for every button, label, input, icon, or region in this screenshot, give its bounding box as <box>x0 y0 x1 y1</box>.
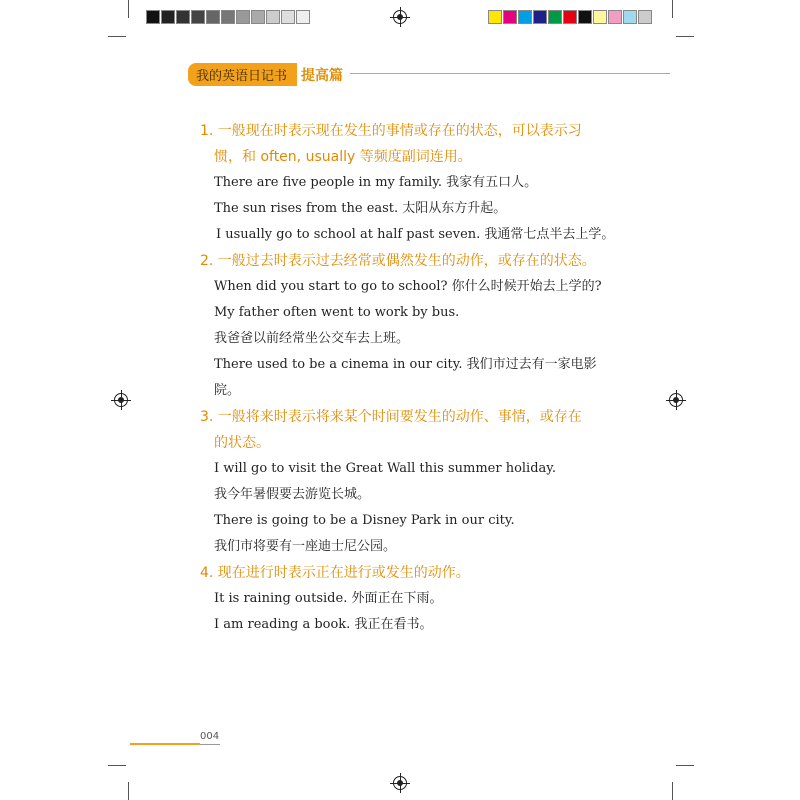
section-heading <box>200 118 620 170</box>
crop-mark <box>676 765 694 766</box>
example-sentence: There are five people in my family. 我家有五口人。 <box>214 175 538 190</box>
running-header <box>188 63 343 86</box>
example-sentence: The sun rises from the east. 太阳从东方升起。 <box>214 201 507 216</box>
example-sentence: 我爸爸以前经常坐公交车去上班。 <box>214 331 410 346</box>
example-sentence: There is going to be a Disney Park in our city. <box>214 513 515 528</box>
example-sentence: I will go to visit the Great Wall this summer holiday. <box>214 461 557 476</box>
book-title-tag: 我的英语日记书 <box>188 63 297 86</box>
header-rule <box>350 73 670 74</box>
section-heading-line: 3. 一般将来时表示将来某个时间要发生的动作、事情，或存在 <box>200 409 582 425</box>
crop-mark <box>672 0 673 18</box>
section-heading-line: 惯，和 often, usually 等频度副词连用。 <box>214 149 472 165</box>
registration-mark-icon <box>114 393 128 407</box>
grayscale-color-bar <box>146 10 311 24</box>
crop-mark <box>672 782 673 800</box>
registration-mark-icon <box>393 10 407 24</box>
crop-mark <box>676 36 694 37</box>
example-sentence: There used to be a cinema in our city. 我们市过去有一家电影院。 <box>214 357 597 398</box>
cmyk-color-bar <box>488 10 653 24</box>
example-sentence: My father often went to work by bus. <box>214 305 460 320</box>
page-body <box>200 118 620 638</box>
section-heading <box>200 248 620 274</box>
section-heading-line: 4. 现在进行时表示正在进行或发生的动作。 <box>200 565 470 581</box>
example-sentence: It is raining outside. 外面正在下雨。 <box>214 591 443 606</box>
example-sentence: I am reading a book. 我正在看书。 <box>214 617 433 632</box>
page-number: 004 <box>200 731 220 742</box>
section-heading-line: 1. 一般现在时表示现在发生的事情或存在的状态，可以表示习 <box>200 123 582 139</box>
example-sentence: When did you start to go to school? 你什么时候开始去上学的? <box>214 279 602 294</box>
section-heading <box>200 404 620 456</box>
section-heading-line: 的状态。 <box>214 435 270 451</box>
registration-mark-icon <box>393 776 407 790</box>
crop-mark <box>128 782 129 800</box>
footer-rule <box>130 743 200 745</box>
example-sentence: I usually go to school at half past seven. 我通常七点半去上学。 <box>216 227 615 242</box>
footer-rule-thin <box>200 744 220 745</box>
example-sentence: 我今年暑假要去游览长城。 <box>214 487 371 502</box>
level-label: 提高篇 <box>301 67 344 84</box>
example-sentence: 我们市将要有一座迪士尼公园。 <box>214 539 397 554</box>
registration-mark-icon <box>669 393 683 407</box>
crop-mark <box>108 36 126 37</box>
section-heading <box>200 560 620 586</box>
crop-mark <box>108 765 126 766</box>
crop-mark <box>128 0 129 18</box>
section-heading-line: 2. 一般过去时表示过去经常或偶然发生的动作，或存在的状态。 <box>200 253 596 269</box>
